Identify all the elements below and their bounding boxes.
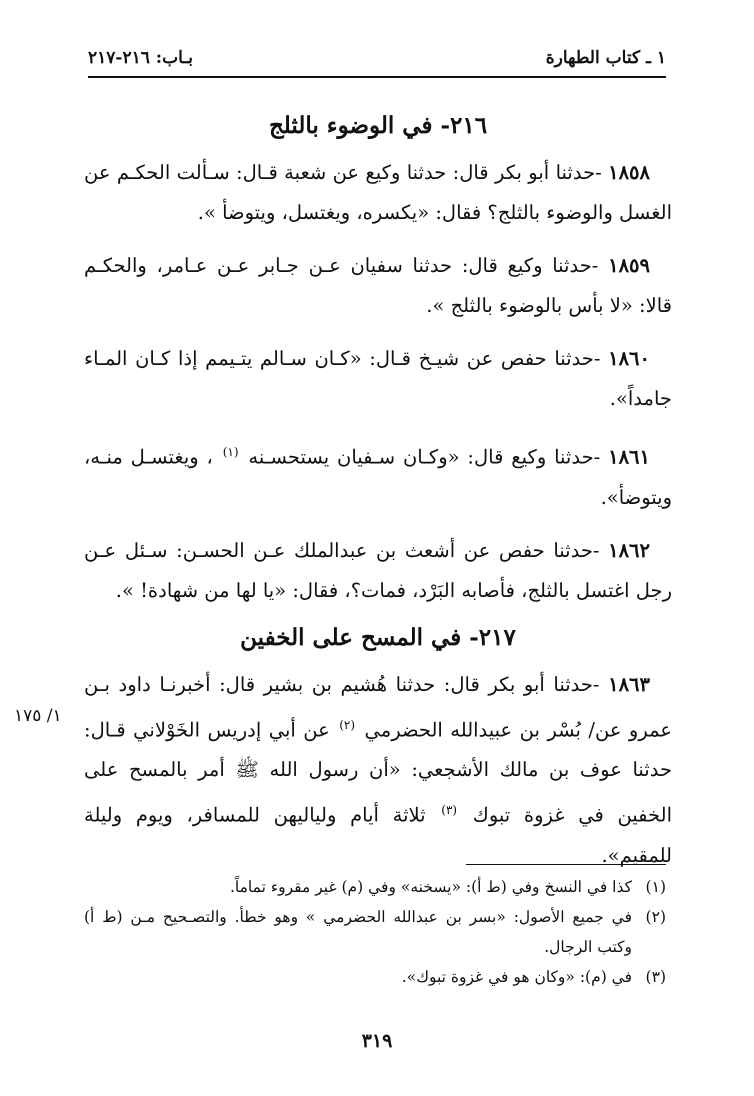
running-header — [88, 42, 666, 72]
hadith — [84, 246, 672, 326]
hadith — [84, 153, 672, 233]
footnotes — [84, 872, 666, 992]
footnote — [84, 962, 666, 992]
footnote — [84, 872, 666, 902]
hadith-number: ١٨٦٣ — [608, 672, 650, 696]
book-title: ١ ـ كتاب الطهارة — [545, 48, 666, 68]
footnote-number: (١) — [645, 878, 666, 896]
hadith-text: -حدثنا حفص عن شيـخ قـال: «كـان سـالم يتـيمم إذا كـان المـاء جامداً». — [84, 347, 672, 410]
chapter-range: بـاب: ٢١٦-٢١٧ — [88, 48, 193, 68]
footnote-divider — [466, 864, 666, 865]
hadith — [84, 432, 672, 518]
hadith-text: -حدثنا وكيع قال: حدثنا سفيان عـن جـابر عـن عـامر، والحكـم قالا: «لا بأس بالوضوء بالثلج ». — [84, 254, 672, 317]
hadith-text: -حدثنا حفص عن أشعث بن عبدالملك عـن الحسـن: سـئل عـن رجل اغتسل بالثلج، فأصابه البَرْد، فمات؟، فقال: «يا لها من شهادة! ». — [84, 538, 672, 602]
footnote — [84, 902, 666, 962]
footnote-reference[interactable]: (١) — [222, 445, 239, 459]
marginal-page-reference: ١/ ١٧٥ — [14, 706, 62, 726]
footnote-reference[interactable]: (٢) — [339, 717, 356, 732]
hadith-number: ١٨٦٢ — [608, 538, 651, 562]
page-number: ٣١٩ — [361, 1030, 393, 1052]
footnote-text: كذا في النسخ وفي (ط أ): «يسخنه» وفي (م) غير مقروء تماماً. — [229, 878, 632, 896]
hadith-text: -حدثنا وكيع قال: «وكـان سـفيان يستحسـنه — [248, 445, 601, 469]
hadith — [84, 339, 672, 419]
footnote-text: في (م): «وكان هو في غزوة تبوك». — [401, 968, 632, 986]
hadith-text-end: ثلاثة أيام ولياليهن للمسافر، ويوم وليلة للمقيم». — [84, 803, 672, 867]
footnote-reference[interactable]: (٣) — [441, 803, 458, 817]
section-title: ٢١٦- في الوضوء بالثلج — [268, 112, 488, 139]
hadith-text: -حدثنا أبو بكر قال: حدثنا هُشيم بن بشير قال: أخبرنـا داود بـن عمرو عن/ بُسْر بن عبيدالله الحضرمي — [84, 672, 673, 741]
footnote-number: (٣) — [645, 968, 666, 986]
hadith — [84, 531, 672, 611]
section-title: ٢١٧- في المسح على الخفين — [240, 623, 516, 651]
hadith — [84, 665, 672, 876]
hadith-text: -حدثنا أبو بكر قال: حدثنا وكيع عن شعبة قـال: سـألت الحكـم عن الغسل والوضوء بالثلج؟ فقال: «يكسره، ويغتسل، ويتوضأ ». — [84, 161, 672, 224]
hadith-number: ١٨٥٩ — [608, 254, 651, 277]
hadith-text-continued: عن أبي إدريس الخَوْلاني قـال: حدثنا عوف بن مالك الأشجعي: «أن رسول الله ﷺ أمر بالمسح على الخفين في غزوة تبوك — [84, 718, 672, 827]
hadith-number: ١٨٦١ — [608, 445, 651, 469]
main-text — [84, 108, 672, 889]
hadith-number: ١٨٦٠ — [608, 347, 650, 370]
hadith-text-continued: ، ويغتسـل منـه، ويتوضأ». — [84, 445, 672, 509]
hadith-number: ١٨٥٨ — [608, 161, 650, 184]
header-divider — [88, 76, 666, 78]
footnote-text: في جميع الأصول: «بسر بن عبدالله الحضرمي » وهو خطأ. والتصـحيح مـن (ط أ) وكتب الرجال. — [84, 908, 632, 956]
footnote-number: (٢) — [645, 908, 666, 926]
